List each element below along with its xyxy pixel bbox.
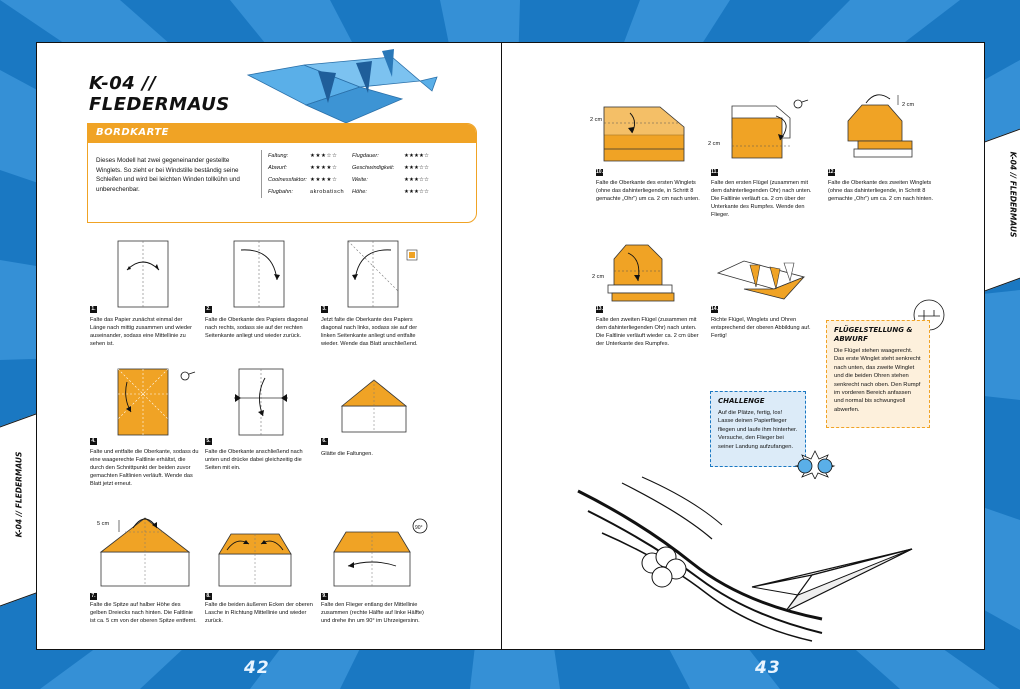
step-number: 9. — [322, 593, 327, 599]
step-10-mark: 2 cm — [590, 117, 603, 123]
bordkarte-description: Dieses Modell hat zwei gegeneinander gestellte Winglets. So zieht er bei Windstille beständig seine Schleifen und wird bei leichten Winden tollkühn und unberechenbar. — [96, 157, 240, 193]
step-3-figure — [347, 240, 427, 308]
left-page-number: 42 — [244, 658, 270, 678]
step-3-text: Jetzt falte die Oberkante des Papiers diagonal nach links, sodass sie auf der linken Seitenkante anliegt und entfalte wieder. Wende das Blatt anschließend. — [321, 317, 418, 347]
step-13-text: Falte den zweiten Flügel (zusammen mit dem dahinterliegenden Ohr) nach unten. Die Faltlinie verläuft wieder ca. 2 cm über der Unterkante des Rumpfes. — [596, 317, 699, 347]
tip-text: Die Flügel stehen waagerecht. Das erste Winglet steht senkrecht nach unten, das zweite Winglet und die beiden Ohren stehen senkrecht nach oben. Den Rumpf im vorderen Bereich anfassen und normal bis schwungvoll abwerfen. — [834, 348, 921, 413]
step-6-figure — [340, 378, 410, 434]
step-2-figure — [233, 240, 285, 308]
step-11-figure — [720, 98, 820, 166]
challenge-title: CHALLENGE — [718, 397, 765, 405]
stat-row: Abwurf: ★★★★☆ Geschwindigkeit: ★★★☆☆ — [268, 165, 430, 171]
step-10-text: Falte die Oberkante des ersten Winglets (ohne das dahinterliegende, in Schritt 8 gemachte „Ohr“) um ca. 2 cm nach unten. — [596, 180, 700, 202]
step-number: 13. — [596, 306, 603, 312]
step-1-text: Falte das Papier zunächst einmal der Länge nach mittig zusammen und wieder auseinander, sodass eine Mittellinie zu sehen ist. — [90, 317, 192, 347]
step-11-mark: 2 cm — [708, 141, 721, 147]
right-side-label: K-04 // FLEDERMAUS — [1008, 151, 1018, 238]
step-4-figure — [117, 368, 197, 436]
step-13-mark: 2 cm — [592, 274, 605, 280]
stat-row: Faltung: ★★★☆☆ Flugdauer: ★★★★☆ — [268, 153, 430, 159]
step-number: 2. — [206, 306, 211, 312]
stat-row: Flugbahn: akrobatisch Höhe: ★★★☆☆ — [268, 189, 430, 195]
step-2-text: Falte die Oberkante des Papiers diagonal nach rechts, sodass sie auf der rechten Seitenkante anliegt und wieder zurück. — [205, 317, 308, 339]
step-4-text: Falte und entfalte die Oberkante, sodass du eine waagerechte Faltlinie erhältst, die durch den Schnittpunkt der beiden zuvor gemachten Faltlinien verläuft. Wende das Blatt jetzt erneut. — [90, 449, 199, 487]
stat-row: Coolnessfaktor: ★★★★☆ Weite: ★★★☆☆ — [268, 177, 430, 183]
right-page-number: 43 — [755, 658, 781, 678]
step-6-text: Glätte die Faltungen. — [321, 451, 373, 457]
step-number: 1. — [91, 306, 96, 312]
bordkarte-card — [87, 123, 477, 223]
step-9-text: Falte den Flieger entlang der Mittellinie zusammen (rechte Hälfte auf linke Hälfte) und drehe ihn um 90° im Uhrzeigersinn. — [321, 602, 424, 624]
step-8-text: Falte die beiden äußeren Ecken der oberen Lasche in Richtung Mittellinie und wieder zurück. — [205, 602, 313, 624]
step-13-figure — [602, 239, 682, 307]
step-7-text: Falte die Spitze auf halber Höhe des gelben Dreiecks nach hinten. Die Faltlinie ist ca. 5 cm von der oberen Spitze entfernt. — [90, 602, 197, 624]
right-page — [501, 42, 985, 650]
step-14-figure — [714, 253, 810, 303]
step-number: 3. — [322, 306, 327, 312]
paper-plane — [752, 549, 912, 611]
step-1-figure — [117, 240, 169, 308]
challenge-text: Auf die Plätze, fertig, los! Lasse deinen Papierflieger fliegen und laufe ihm hinterher. Versuche, den Flieger bei seiner Landung aufzufangen. — [718, 410, 798, 450]
step-7-mark: 5 cm — [97, 521, 110, 527]
step-number: 6. — [322, 438, 327, 444]
step-5-figure — [233, 368, 293, 436]
step-7-figure — [97, 508, 197, 588]
bat-plane-illustration — [242, 47, 442, 129]
left-page — [36, 42, 516, 650]
flight-path-illustration — [572, 463, 985, 643]
step-number: 4. — [91, 438, 96, 444]
step-11-text: Falte den ersten Flügel (zusammen mit dem dahinterliegenden Ohr) nach unten. Die Faltlinie verläuft ca. 2 cm über der Unterkante des Rumpfes. Wende den Flieger. — [711, 180, 812, 218]
step-number: 7. — [91, 593, 96, 599]
step-number: 10. — [596, 169, 603, 175]
step-number: 12. — [828, 169, 835, 175]
bordkarte-stats — [261, 150, 476, 198]
left-side-label: K-04 // FLEDERMAUS — [14, 451, 24, 538]
step-5-text: Falte die Oberkante anschließend nach unten und drücke dabei gleichzeitig die Seiten mit ein. — [205, 449, 303, 471]
bordkarte-header: BORDKARTE — [88, 124, 476, 143]
step-9-mark: 90° — [415, 525, 423, 531]
step-number: 11. — [711, 169, 718, 175]
step-number: 8. — [206, 593, 211, 599]
model-title: K-04 // FLEDERMAUS — [89, 73, 230, 115]
step-12-text: Falte die Oberkante des zweiten Winglets (ohne das dahinterliegende, in Schritt 8 gemachte „Ohr“) um ca. 2 cm nach hinten. — [828, 180, 934, 202]
step-10-figure — [594, 105, 694, 165]
step-number: 14. — [711, 306, 718, 312]
flugelstellung-tip-box — [826, 320, 930, 428]
step-number: 5. — [206, 438, 211, 444]
tip-title: FLÜGELSTELLUNG & ABWURF — [834, 326, 913, 343]
step-14-text: Richte Flügel, Winglets und Ohren entsprechend der oberen Abbildung auf. Fertig! — [711, 317, 811, 339]
step-8-figure — [217, 528, 293, 588]
step-12-mark: 2 cm — [902, 102, 915, 108]
